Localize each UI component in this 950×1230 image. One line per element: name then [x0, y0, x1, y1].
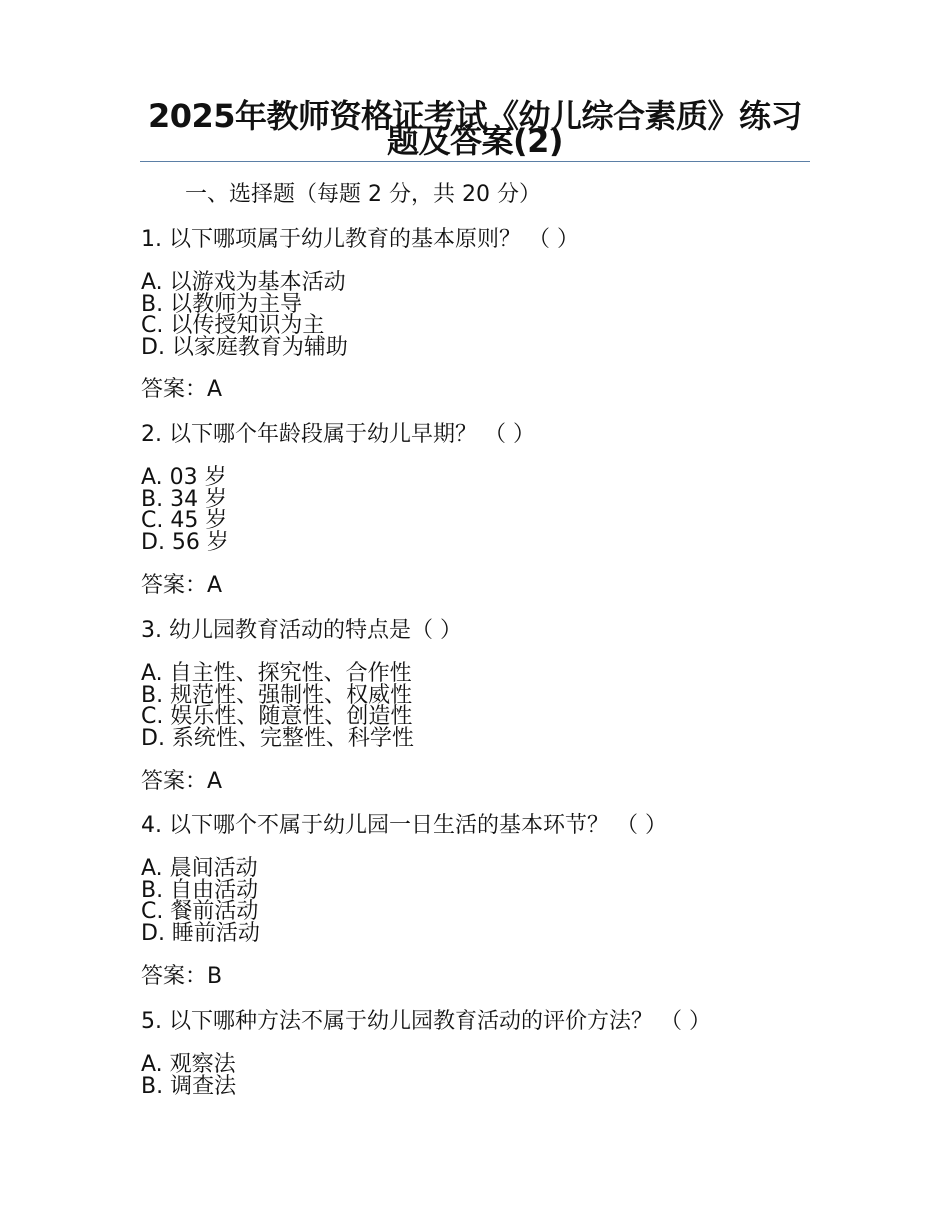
document-title: 2025年教师资格证考试《幼儿综合素质》练习题及答案(2) — [147, 97, 803, 160]
option-d: D. 56 岁 — [141, 529, 229, 555]
question-3-text: 3. 幼儿园教育活动的特点是（ ） — [141, 618, 462, 643]
option-c: C. 娱乐性、随意性、创造性 — [141, 704, 413, 729]
option-a: A. 观察法 — [141, 1052, 236, 1077]
question-1-answer: 答案：A — [141, 377, 223, 402]
option-a: A. 晨间活动 — [141, 856, 258, 881]
option-a: A. 以游戏为基本活动 — [141, 270, 346, 295]
question-4-answer: 答案：B — [141, 964, 223, 989]
option-b: B. 规范性、强制性、权威性 — [141, 682, 413, 708]
option-a: A. 自主性、探究性、合作性 — [141, 661, 412, 686]
question-2-text: 2. 以下哪个年龄段属于幼儿早期？ （ ） — [141, 422, 535, 447]
option-d: D. 系统性、完整性、科学性 — [141, 725, 414, 751]
option-b: B. 调查法 — [141, 1073, 237, 1099]
option-b: B. 34 岁 — [141, 486, 228, 512]
option-c: C. 45 岁 — [141, 508, 228, 533]
section-heading: 一、选择题（每题 2 分，共 20 分） — [185, 182, 541, 207]
option-a: A. 03 岁 — [141, 465, 227, 490]
question-5-options — [141, 1054, 236, 1097]
question-2-options — [141, 467, 229, 553]
option-b: B. 自由活动 — [141, 877, 259, 903]
question-2-answer: 答案：A — [141, 573, 223, 598]
option-d: D. 睡前活动 — [141, 920, 260, 946]
question-5-text: 5. 以下哪种方法不属于幼儿园教育活动的评价方法？ （ ） — [141, 1009, 711, 1034]
question-1-options — [141, 272, 348, 358]
question-3-options — [141, 663, 414, 749]
option-d: D. 以家庭教育为辅助 — [141, 334, 348, 360]
option-c: C. 以传授知识为主 — [141, 313, 325, 338]
option-c: C. 餐前活动 — [141, 899, 259, 924]
title-underline — [140, 161, 810, 162]
question-4-options — [141, 858, 260, 944]
question-4-text: 4. 以下哪个不属于幼儿园一日生活的基本环节？ （ ） — [141, 813, 667, 838]
question-3-answer: 答案：A — [141, 769, 223, 794]
question-1-text: 1. 以下哪项属于幼儿教育的基本原则？ （ ） — [141, 227, 579, 252]
option-b: B. 以教师为主导 — [141, 291, 303, 317]
